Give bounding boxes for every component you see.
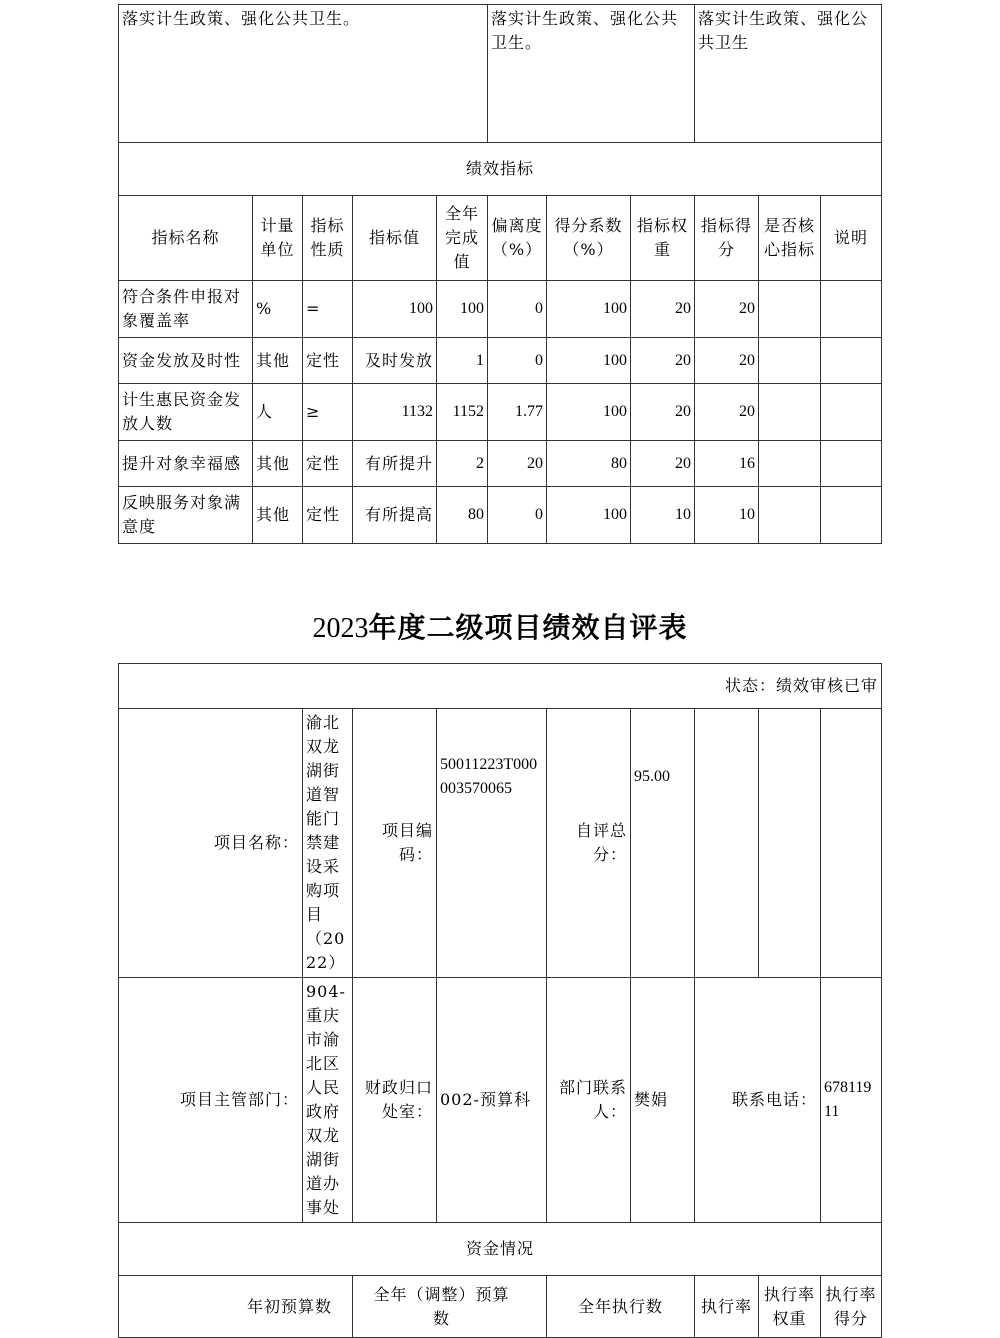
status-text: 状态：绩效审核已审 — [119, 664, 882, 709]
nature-cell: ≥ — [303, 384, 353, 441]
finance-label: 财政归口处室： — [353, 978, 437, 1223]
funds-header-rate-weight: 执行率权重 — [759, 1276, 821, 1338]
column-header: 得分系数（%） — [547, 196, 631, 281]
section-title: 绩效指标 — [119, 143, 882, 196]
contact-label: 部门联系人： — [547, 978, 631, 1223]
indicator-name: 反映服务对象满意度 — [119, 487, 253, 544]
project-code: 50011223T000003570065 — [437, 709, 547, 978]
note-cell — [821, 338, 882, 384]
indicator-name: 符合条件申报对象覆盖率 — [119, 281, 253, 338]
phone-value: 67811911 — [821, 978, 882, 1223]
value-cell: 及时发放 — [353, 338, 437, 384]
table-row — [119, 338, 882, 384]
funds-section-title: 资金情况 — [119, 1223, 882, 1276]
unit-cell: 其他 — [253, 487, 303, 544]
indicator-name: 资金发放及时性 — [119, 338, 253, 384]
deviation-cell: 0 — [488, 338, 547, 384]
department-row — [119, 978, 882, 1223]
column-header: 全年完成值 — [437, 196, 488, 281]
funds-header-row — [119, 1276, 882, 1338]
value-cell: 1132 — [353, 384, 437, 441]
self-evaluation-table — [118, 663, 882, 1338]
deviation-cell: 1.77 — [488, 384, 547, 441]
indicator-name: 提升对象幸福感 — [119, 441, 253, 487]
goal-cell: 落实计生政策、强化公共卫生。 — [119, 5, 488, 143]
column-header: 指标得分 — [695, 196, 759, 281]
score-cell: 20 — [695, 384, 759, 441]
unit-cell: % — [253, 281, 303, 338]
core-cell — [759, 487, 821, 544]
performance-table — [118, 4, 882, 544]
column-header: 指标性质 — [303, 196, 353, 281]
deviation-cell: 20 — [488, 441, 547, 487]
weight-cell: 20 — [631, 338, 695, 384]
funds-header-rate: 执行率 — [695, 1276, 759, 1338]
note-cell — [821, 441, 882, 487]
column-header: 计量单位 — [253, 196, 303, 281]
funds-header-budget: 年初预算数 — [119, 1276, 353, 1338]
project-name: 渝北双龙湖街道智能门禁建设采购项目（2022） — [303, 709, 353, 978]
unit-cell: 人 — [253, 384, 303, 441]
title-year: 2023 — [312, 613, 369, 644]
deviation-cell: 0 — [488, 487, 547, 544]
value-cell: 有所提高 — [353, 487, 437, 544]
done-cell: 100 — [437, 281, 488, 338]
header-row — [119, 196, 882, 281]
done-cell: 1152 — [437, 384, 488, 441]
finance-value: 002-预算科 — [437, 978, 547, 1223]
column-header: 说明 — [821, 196, 882, 281]
column-header: 指标权重 — [631, 196, 695, 281]
score-cell: 10 — [695, 487, 759, 544]
weight-cell: 20 — [631, 384, 695, 441]
done-cell: 80 — [437, 487, 488, 544]
table-row — [119, 487, 882, 544]
project-row — [119, 709, 882, 978]
core-cell — [759, 281, 821, 338]
table-row — [119, 281, 882, 338]
unit-cell: 其他 — [253, 338, 303, 384]
done-cell: 1 — [437, 338, 488, 384]
phone-label: 联系电话： — [695, 978, 821, 1223]
weight-cell: 20 — [631, 441, 695, 487]
title-text: 年度二级项目绩效自评表 — [368, 611, 688, 644]
coef-cell: 100 — [547, 338, 631, 384]
done-cell: 2 — [437, 441, 488, 487]
blank-cell — [821, 709, 882, 978]
coef-cell: 80 — [547, 441, 631, 487]
self-score-label: 自评总分： — [547, 709, 631, 978]
note-cell — [821, 487, 882, 544]
core-cell — [759, 441, 821, 487]
table-row — [119, 441, 882, 487]
funds-header-adjusted: 全年（调整）预算数 — [353, 1276, 547, 1338]
value-cell: 有所提升 — [353, 441, 437, 487]
nature-cell: 定性 — [303, 441, 353, 487]
funds-header-executed: 全年执行数 — [547, 1276, 695, 1338]
indicator-name: 计生惠民资金发放人数 — [119, 384, 253, 441]
blank-cell — [759, 709, 821, 978]
core-cell — [759, 384, 821, 441]
score-cell: 16 — [695, 441, 759, 487]
nature-cell: = — [303, 281, 353, 338]
value-cell: 100 — [353, 281, 437, 338]
coef-cell: 100 — [547, 487, 631, 544]
goals-row — [119, 5, 882, 143]
column-header: 偏离度（%） — [488, 196, 547, 281]
nature-cell: 定性 — [303, 338, 353, 384]
coef-cell: 100 — [547, 281, 631, 338]
self-score: 95.00 — [631, 709, 695, 978]
note-cell — [821, 281, 882, 338]
note-cell — [821, 384, 882, 441]
page-title — [0, 608, 1000, 649]
blank-cell — [695, 709, 759, 978]
project-name-label: 项目名称： — [119, 709, 303, 978]
column-header: 指标值 — [353, 196, 437, 281]
goal-cell: 落实计生政策、强化公共卫生。 — [488, 5, 695, 143]
funds-header-rate-score: 执行率得分 — [821, 1276, 882, 1338]
score-cell: 20 — [695, 338, 759, 384]
project-code-label: 项目编码： — [353, 709, 437, 978]
unit-cell: 其他 — [253, 441, 303, 487]
weight-cell: 10 — [631, 487, 695, 544]
deviation-cell: 0 — [488, 281, 547, 338]
coef-cell: 100 — [547, 384, 631, 441]
goal-cell: 落实计生政策、强化公共卫生 — [695, 5, 882, 143]
core-cell — [759, 338, 821, 384]
column-header: 是否核心指标 — [759, 196, 821, 281]
nature-cell: 定性 — [303, 487, 353, 544]
contact-value: 樊娟 — [631, 978, 695, 1223]
score-cell: 20 — [695, 281, 759, 338]
dept-label: 项目主管部门： — [119, 978, 303, 1223]
dept-value: 904-重庆市渝北区人民政府双龙湖街道办事处 — [303, 978, 353, 1223]
table-row — [119, 384, 882, 441]
weight-cell: 20 — [631, 281, 695, 338]
column-header: 指标名称 — [119, 196, 253, 281]
